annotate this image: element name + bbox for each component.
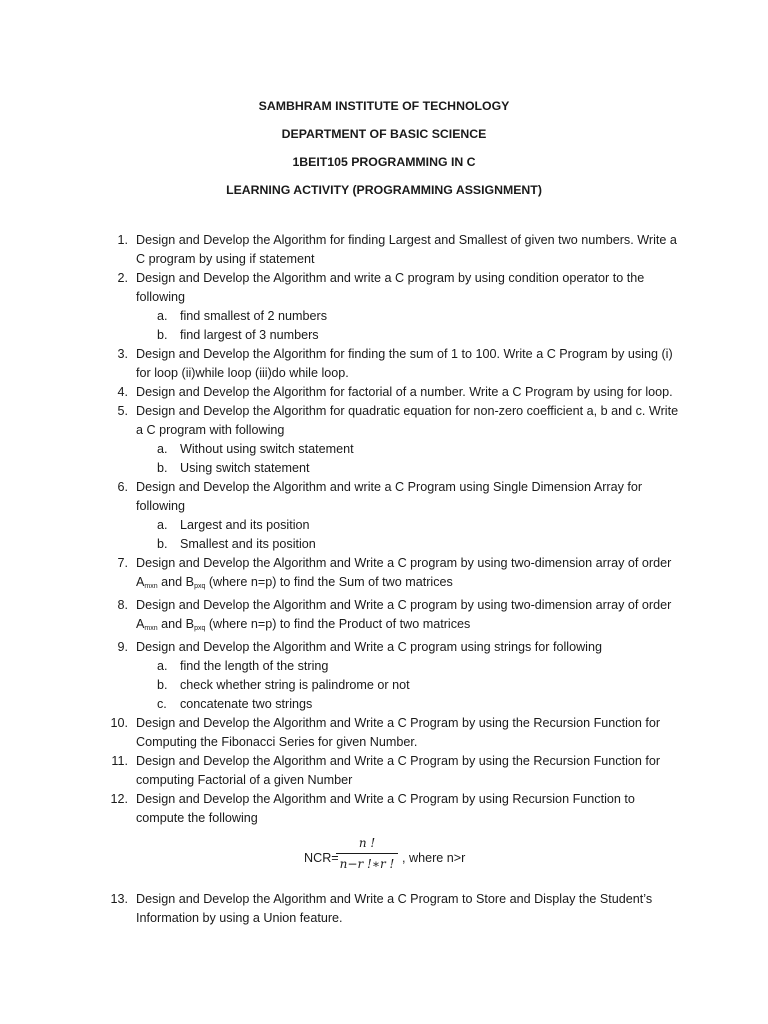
item-text: Design and Develop the Algorithm and Write a C Program by using the Recursion Function for computing Factorial of a given Number bbox=[136, 754, 661, 787]
formula-lhs: NCR= bbox=[304, 851, 339, 865]
item-text: Design and Develop the Algorithm and write a C program by using condition operator to the following bbox=[136, 271, 645, 304]
activity-title: LEARNING ACTIVITY (PROGRAMMING ASSIGNMENT) bbox=[226, 183, 542, 197]
sub-item-letter: c. bbox=[157, 697, 167, 711]
item-text: Design and Develop the Algorithm for finding Largest and Smallest of given two numbers. Write a C program by using if statement bbox=[136, 233, 677, 266]
assignment-list bbox=[0, 231, 768, 928]
sub-item-text: Without using switch statement bbox=[180, 442, 354, 456]
sub-item-letter: b. bbox=[157, 461, 168, 475]
institute-title: SAMBHRAM INSTITUTE OF TECHNOLOGY bbox=[258, 99, 510, 113]
item-text: Design and Develop the Algorithm for finding the sum of 1 to 100. Write a C Program by using (i) for loop (ii)while loop (iii)do while loop. bbox=[136, 347, 673, 380]
sub-item bbox=[136, 657, 684, 676]
department-title: DEPARTMENT OF BASIC SCIENCE bbox=[281, 127, 487, 141]
item-number: 13. bbox=[110, 892, 128, 906]
list-item bbox=[0, 269, 768, 345]
sub-item-text: concatenate two strings bbox=[180, 697, 313, 711]
item-text-part: Design and Develop the Algorithm and Write a C program by using two-dimension array of order A bbox=[136, 598, 672, 631]
item-number: 6. bbox=[117, 480, 128, 494]
formula-numerator: n ! bbox=[336, 834, 398, 854]
item-number: 9. bbox=[117, 640, 128, 654]
sub-item-letter: a. bbox=[157, 518, 168, 532]
item-text-part: (where n=p) to find the Sum of two matrices bbox=[205, 575, 453, 589]
item-number: 5. bbox=[117, 404, 128, 418]
sub-list bbox=[136, 307, 684, 345]
list-item bbox=[0, 231, 768, 269]
item-text: Design and Develop the Algorithm and write a C Program using Single Dimension Array for following bbox=[136, 480, 643, 513]
sub-list bbox=[136, 516, 684, 554]
list-item bbox=[0, 345, 768, 383]
sub-item bbox=[136, 695, 684, 714]
item-number: 2. bbox=[117, 271, 128, 285]
list-item bbox=[0, 790, 768, 884]
formula-fraction bbox=[336, 834, 398, 873]
item-text: Design and Develop the Algorithm and Write a C Program to Store and Display the Student’s Information by using a Union feature. bbox=[136, 892, 653, 925]
list-item bbox=[0, 554, 768, 596]
list-item bbox=[0, 383, 768, 402]
sub-item-letter: b. bbox=[157, 678, 168, 692]
sub-item bbox=[136, 516, 684, 535]
sub-item-text: find smallest of 2 numbers bbox=[180, 309, 327, 323]
sub-item-text: find largest of 3 numbers bbox=[180, 328, 319, 342]
sub-item-letter: a. bbox=[157, 309, 168, 323]
list-item bbox=[0, 890, 768, 928]
list-item bbox=[0, 402, 768, 478]
item-number: 11. bbox=[111, 754, 128, 768]
list-item bbox=[0, 596, 768, 638]
item-text: Design and Develop the Algorithm for quadratic equation for non-zero coefficient a, b and c. Write a C program with following bbox=[136, 404, 679, 437]
matrix-subscript: pxq bbox=[194, 625, 206, 632]
sub-item-letter: b. bbox=[157, 328, 168, 342]
sub-item bbox=[136, 440, 684, 459]
sub-item-letter: a. bbox=[157, 659, 168, 673]
item-number: 8. bbox=[117, 598, 128, 612]
item-number: 12. bbox=[110, 792, 128, 806]
item-text: Design and Develop the Algorithm for factorial of a number. Write a C Program by using for loop. bbox=[136, 385, 673, 399]
item-text-part: and B bbox=[157, 575, 195, 589]
item-text-part: Design and Develop the Algorithm and Write a C program by using two-dimension array of order A bbox=[136, 556, 672, 589]
ncr-formula bbox=[136, 834, 684, 884]
formula-denominator: n−r !∗r ! bbox=[339, 857, 395, 871]
item-number: 10. bbox=[110, 716, 128, 730]
item-text: Design and Develop the Algorithm and Write a C Program by using Recursion Function to compute the following bbox=[136, 792, 635, 825]
list-item bbox=[0, 752, 768, 790]
item-text-part: and B bbox=[157, 617, 195, 631]
sub-list bbox=[136, 440, 684, 478]
sub-item-text: find the length of the string bbox=[180, 659, 329, 673]
sub-item-text: Largest and its position bbox=[180, 518, 310, 532]
sub-item-text: Smallest and its position bbox=[180, 537, 316, 551]
item-text: Design and Develop the Algorithm and Write a C program using strings for following bbox=[136, 640, 602, 654]
formula-rhs: , where n>r bbox=[402, 851, 466, 865]
sub-item bbox=[136, 307, 684, 326]
sub-item bbox=[136, 676, 684, 695]
item-number: 1. bbox=[117, 233, 128, 247]
list-item bbox=[0, 478, 768, 554]
item-text-part: (where n=p) to find the Product of two matrices bbox=[205, 617, 471, 631]
sub-item bbox=[136, 535, 684, 554]
document-header bbox=[0, 92, 768, 204]
sub-item bbox=[136, 459, 684, 478]
item-number: 3. bbox=[117, 347, 128, 361]
item-number: 7. bbox=[117, 556, 128, 570]
sub-item-text: check whether string is palindrome or not bbox=[180, 678, 410, 692]
matrix-subscript: mxn bbox=[144, 583, 158, 590]
item-text: Design and Develop the Algorithm and Write a C Program by using the Recursion Function for Computing the Fibonacci Series for given Number. bbox=[136, 716, 661, 749]
matrix-subscript: mxn bbox=[144, 625, 158, 632]
sub-list bbox=[136, 657, 684, 714]
list-item bbox=[0, 638, 768, 714]
sub-item bbox=[136, 326, 684, 345]
sub-item-text: Using switch statement bbox=[180, 461, 310, 475]
list-item bbox=[0, 714, 768, 752]
matrix-subscript: pxq bbox=[194, 583, 206, 590]
item-number: 4. bbox=[117, 385, 128, 399]
course-title: 1BEIT105 PROGRAMMING IN C bbox=[292, 155, 476, 169]
sub-item-letter: b. bbox=[157, 537, 168, 551]
sub-item-letter: a. bbox=[157, 442, 168, 456]
